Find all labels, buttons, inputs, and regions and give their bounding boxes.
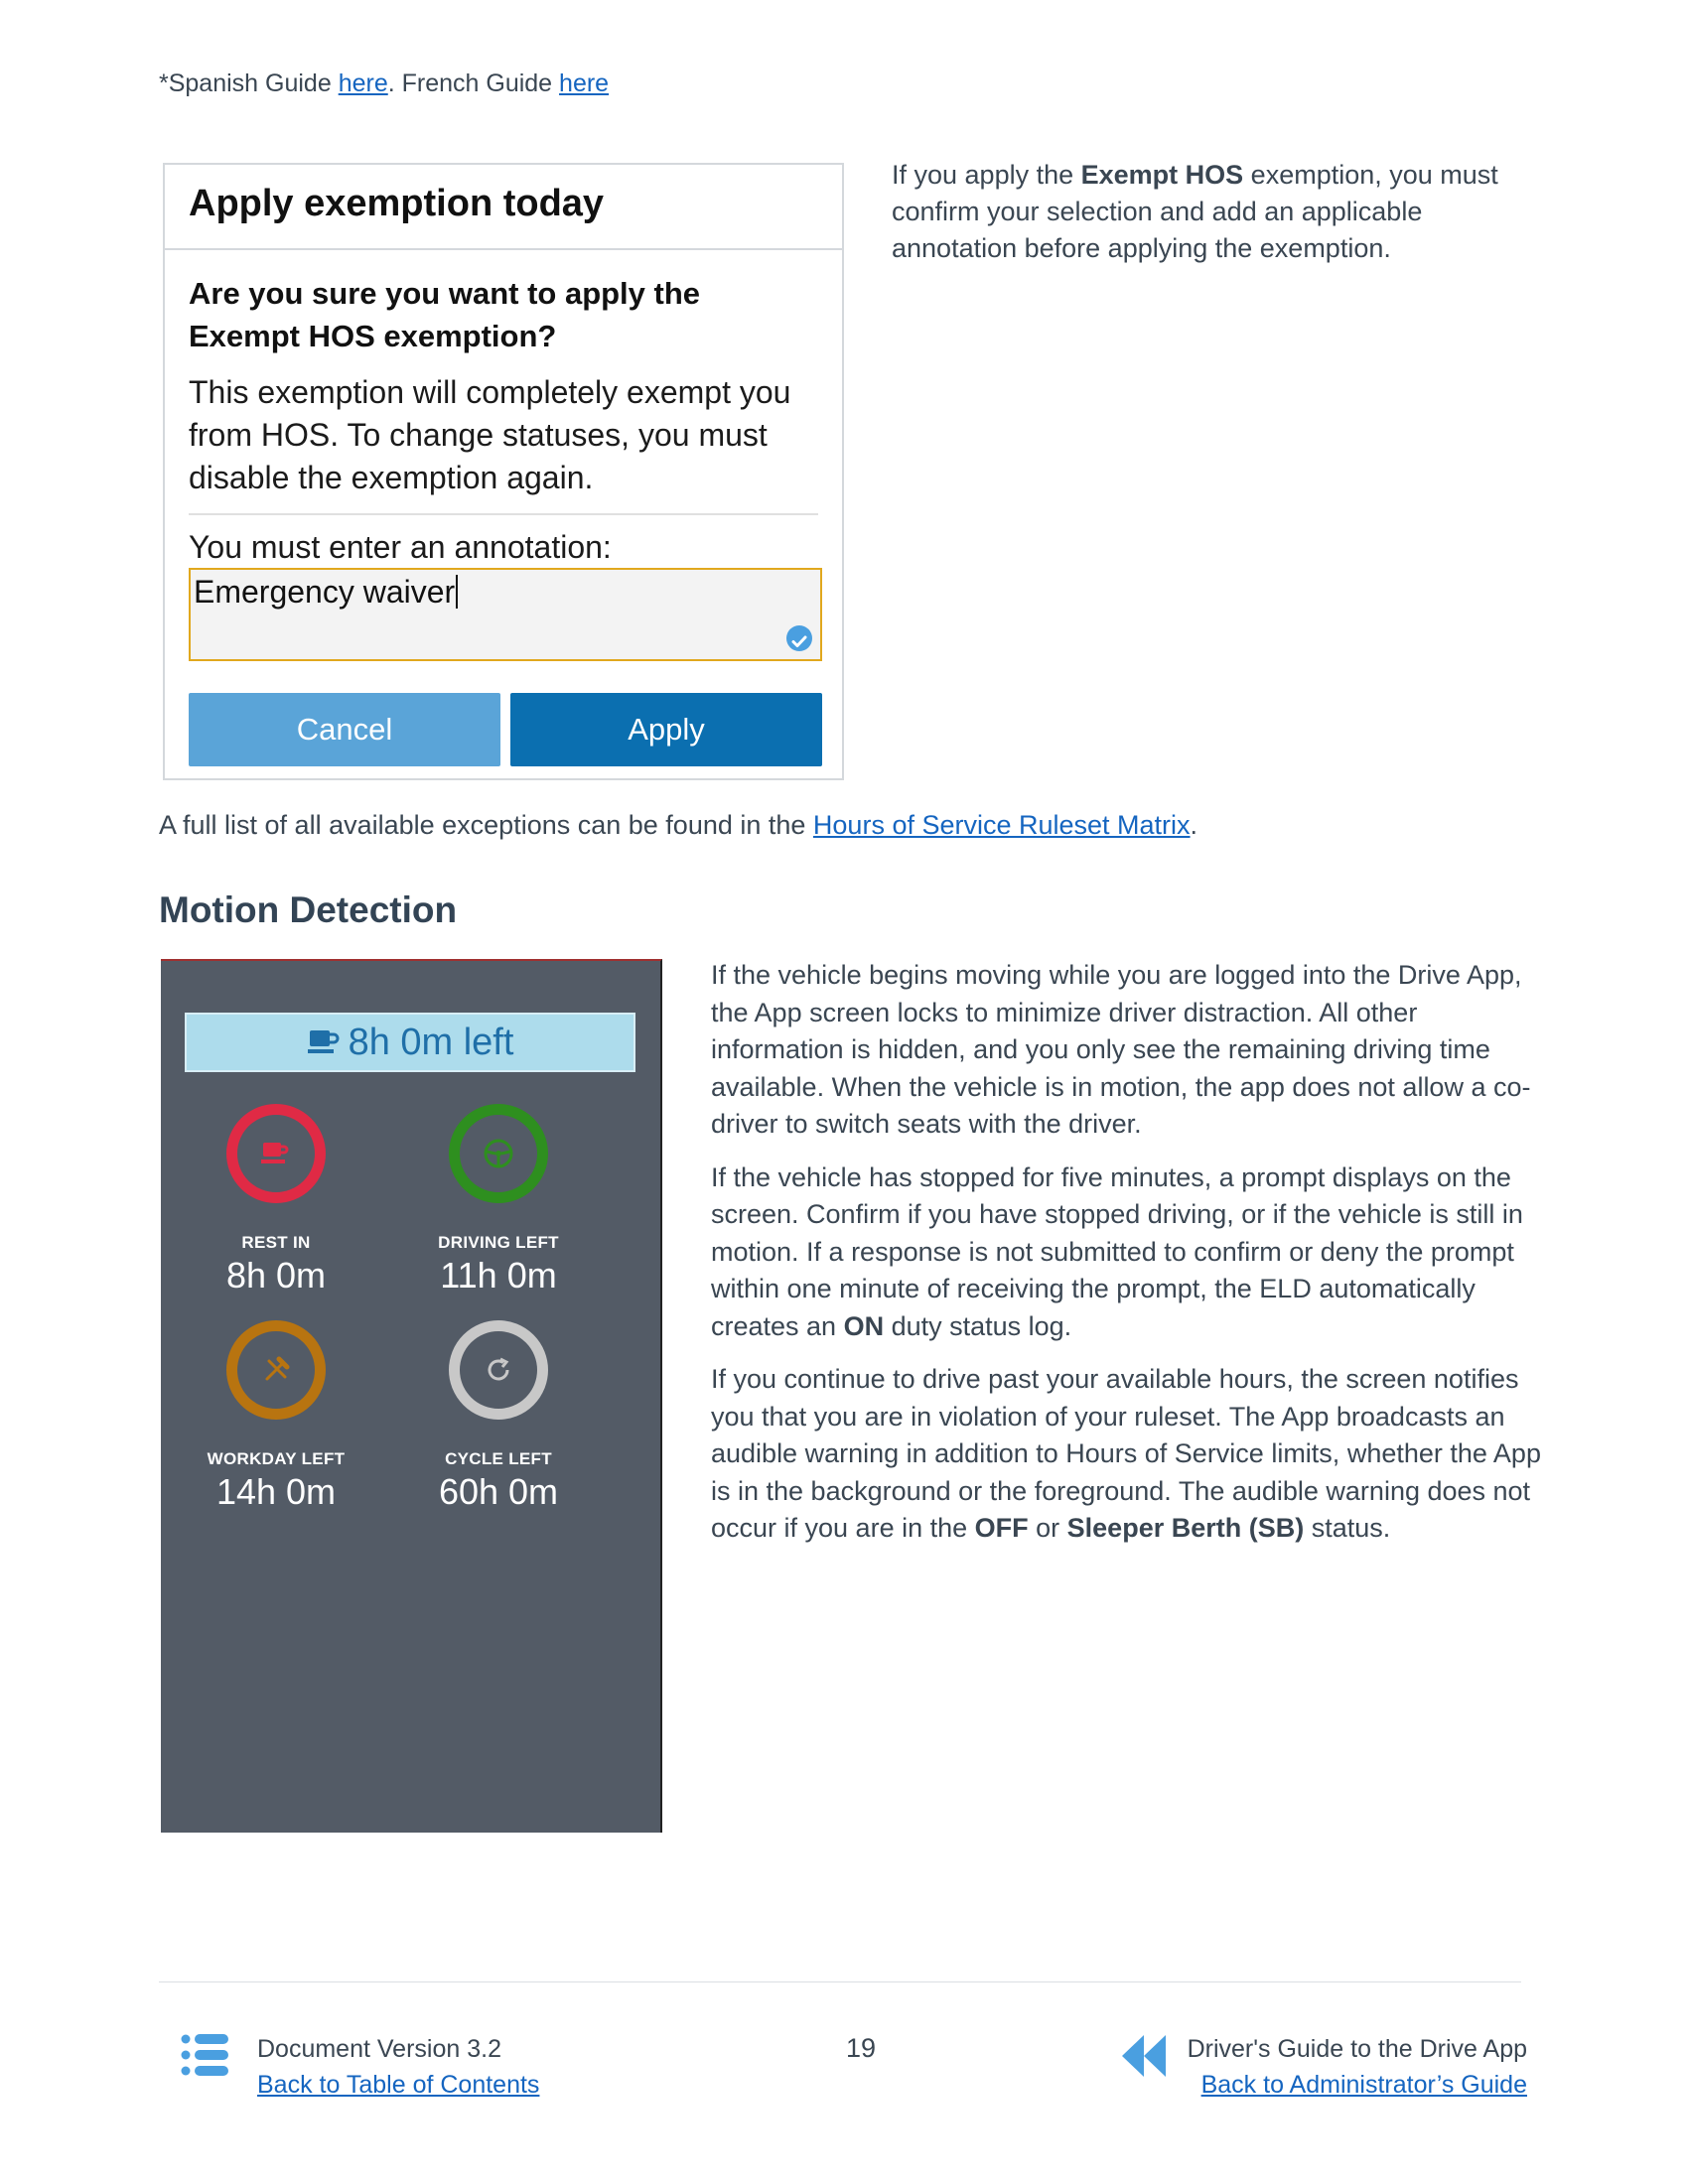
cycle-ring — [449, 1320, 548, 1420]
footer-divider — [159, 1981, 1521, 1982]
gauge-label: DRIVING LEFT — [438, 1233, 559, 1252]
french-guide-link[interactable]: here — [559, 69, 610, 97]
section-title: Motion Detection — [159, 889, 458, 930]
p3-bold-off: OFF — [974, 1513, 1029, 1543]
apply-button[interactable]: Apply — [510, 693, 822, 766]
rest-in-gauge — [177, 1104, 375, 1297]
apply-exemption-dialog — [163, 163, 844, 780]
p3-bold-sleeper: Sleeper Berth (SB) — [1066, 1513, 1305, 1543]
p2-end: duty status log. — [884, 1310, 1072, 1341]
ruleset-matrix-line — [159, 810, 1197, 841]
gauge-value: 8h 0m — [225, 1255, 327, 1296]
footer-right — [1188, 2031, 1527, 2103]
gauge-value: 60h 0m — [438, 1471, 559, 1512]
p3-or: or — [1028, 1513, 1067, 1543]
steering-wheel-icon — [482, 1137, 515, 1170]
footer-left — [257, 2031, 539, 2103]
dialog-description: This exemption will completely exempt you from HOS. To change statuses, you must disable the exemption again. — [189, 371, 818, 515]
gauge-label: WORKDAY LEFT — [207, 1449, 346, 1468]
tools-icon — [259, 1353, 293, 1387]
motion-detection-text — [711, 957, 1545, 1564]
dialog-title: Apply exemption today — [165, 165, 842, 250]
coffee-cup-icon — [259, 1139, 293, 1168]
double-chevron-left-icon[interactable] — [1120, 2033, 1170, 2084]
paragraph-violation — [711, 1361, 1545, 1548]
workday-left-gauge — [177, 1320, 375, 1513]
rest-ring — [226, 1104, 326, 1203]
gauge-label: REST IN — [241, 1233, 311, 1252]
coffee-cup-icon — [307, 1027, 341, 1057]
paragraph-vehicle-stopped — [711, 1160, 1545, 1346]
time-left-banner — [185, 1013, 635, 1072]
ruleset-period: . — [1190, 810, 1198, 840]
document-version: Document Version 3.2 — [257, 2035, 501, 2063]
gauge-value: 11h 0m — [440, 1255, 557, 1296]
annotation-prompt: You must enter an annotation: — [189, 529, 612, 565]
gauge-value: 14h 0m — [215, 1471, 337, 1512]
annotation-field[interactable] — [189, 568, 822, 661]
spanish-guide-text: *Spanish Guide — [159, 69, 339, 97]
ruleset-text: A full list of all available exceptions can be found in the — [159, 810, 813, 840]
exempt-text-start: If you apply the — [892, 160, 1081, 190]
motion-detection-screenshot — [161, 959, 662, 1833]
cancel-button[interactable]: Cancel — [189, 693, 500, 766]
workday-ring — [226, 1320, 326, 1420]
exempt-text-end: exemption, you must confirm your selection and add an applicable annotation before applying the exemption. — [892, 160, 1498, 263]
check-circle-icon — [786, 625, 812, 651]
gauge-label: CYCLE LEFT — [445, 1449, 552, 1468]
french-guide-text: . French Guide — [387, 69, 560, 97]
dialog-question: Are you sure you want to apply the Exempt HOS exemption? — [189, 276, 701, 353]
ruleset-matrix-link[interactable]: Hours of Service Ruleset Matrix — [812, 810, 1191, 840]
language-guides — [159, 69, 609, 98]
spanish-guide-link[interactable]: here — [338, 69, 388, 97]
p3-text: If you continue to drive past your available hours, the screen notifies you that you are in violation of your ruleset. The App broadcasts an audible warning in addition to Hours of Service limits, whether the App is in the background or the foreground. The audible warning does not occur if you are in the — [711, 1364, 1541, 1543]
time-left-text: 8h 0m left — [348, 1021, 514, 1063]
page-number: 19 — [846, 2033, 877, 2063]
admin-guide-link[interactable]: Back to Administrator’s Guide — [1200, 2071, 1527, 2099]
text-caret — [456, 575, 458, 609]
list-icon[interactable] — [181, 2033, 230, 2082]
p2-text: If the vehicle has stopped for five minutes, a prompt displays on the screen. Confirm if you have stopped driving, or if the vehicle is still in motion. If a response is not submitted to confirm or deny the prompt within one minute of receiving the prompt, the ELD automatically creates an — [711, 1161, 1523, 1341]
paragraph-vehicle-moving: If the vehicle begins moving while you are logged into the Drive App, the App screen locks to minimize driver distraction. All other information is hidden, and you only see the remaining driving time available. When the vehicle is in motion, the app does not allow a co-driver to switch seats with the driver. — [711, 960, 1531, 1139]
toc-link[interactable]: Back to Table of Contents — [257, 2071, 540, 2099]
annotation-value: Emergency waiver — [194, 574, 456, 610]
exempt-hos-description — [892, 157, 1527, 267]
p2-bold: ON — [843, 1310, 885, 1341]
p3-end: status. — [1304, 1513, 1391, 1543]
guide-title: Driver's Guide to the Drive App — [1187, 2035, 1527, 2063]
exempt-text-bold: Exempt HOS — [1080, 160, 1244, 190]
cycle-left-gauge — [399, 1320, 598, 1513]
driving-left-gauge — [399, 1104, 598, 1297]
refresh-icon — [482, 1353, 515, 1387]
driving-ring — [449, 1104, 548, 1203]
